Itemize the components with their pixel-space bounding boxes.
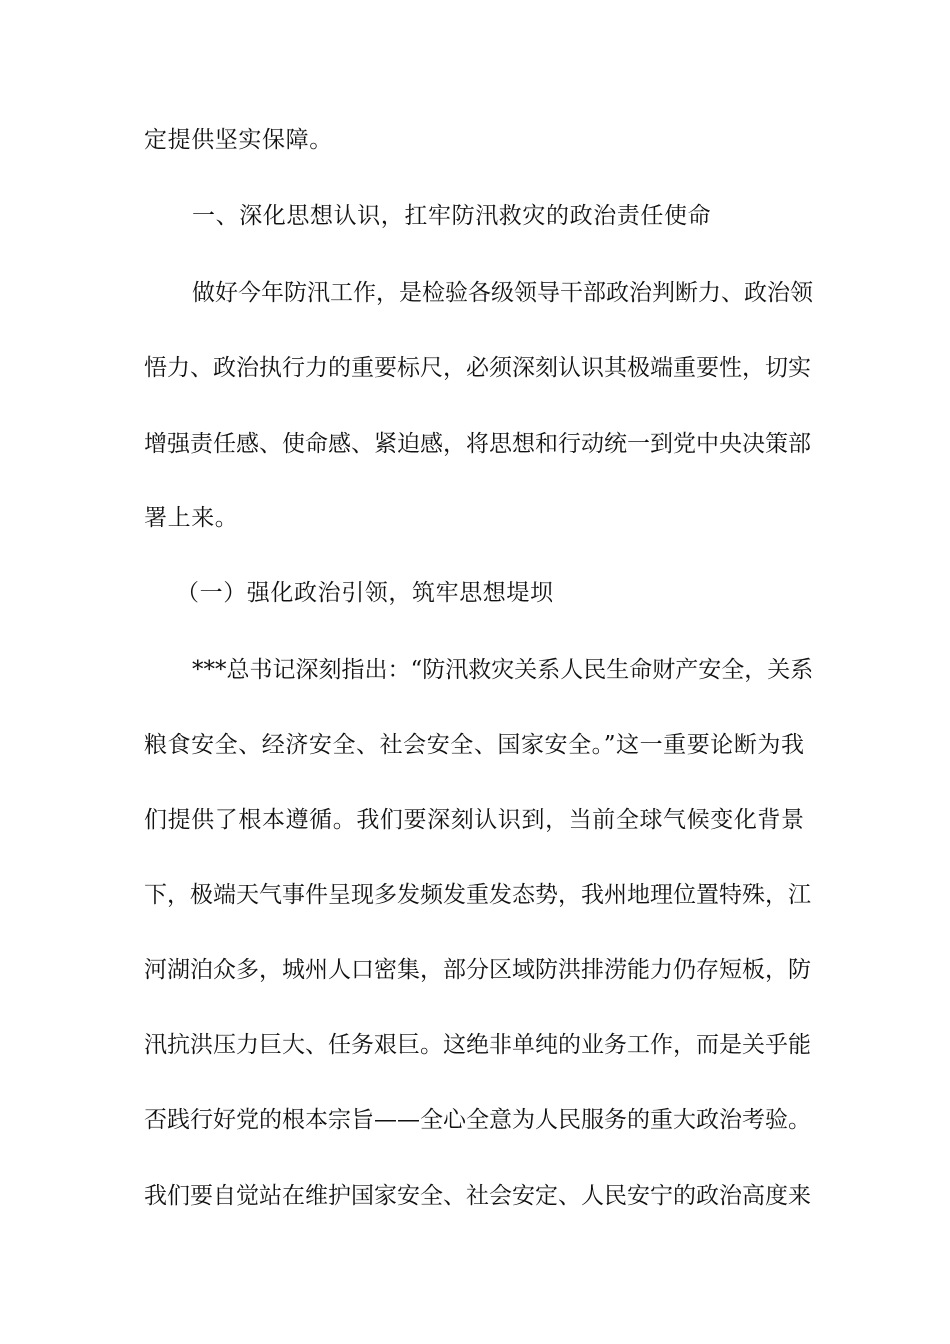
paragraph-line: 署上来。: [144, 505, 239, 531]
section-heading: 一、深化思想认识，扛牢防汛救灾的政治责任使命: [192, 203, 712, 229]
paragraph-line: 下，极端天气事件呈现多发频发重发态势，我州地理位置特殊，江: [144, 882, 811, 908]
paragraph-line: ***总书记深刻指出：“防汛救灾关系人民生命财产安全，关系: [192, 657, 814, 683]
paragraph-line: 定提供坚实保障。: [144, 127, 333, 153]
paragraph-line: 粮食安全、经济安全、社会安全、国家安全。”这一重要论断为我: [144, 732, 804, 758]
paragraph-line: 河湖泊众多，城州人口密集，部分区域防洪排涝能力仍存短板，防: [144, 957, 811, 983]
paragraph-line: 增强责任感、使命感、紧迫感，将思想和行动统一到党中央决策部: [144, 431, 811, 457]
paragraph-line: 做好今年防汛工作，是检验各级领导干部政治判断力、政治领: [192, 280, 813, 306]
paragraph-line: 悟力、政治执行力的重要标尺，必须深刻认识其极端重要性，切实: [144, 355, 811, 381]
paragraph-line: 们提供了根本遵循。我们要深刻认识到，当前全球气候变化背景: [144, 807, 804, 833]
paragraph-line: 我们要自觉站在维护国家安全、社会安定、人民安宁的政治高度来: [144, 1183, 811, 1209]
subsection-heading: （一）强化政治引领，筑牢思想堤坝: [176, 580, 554, 606]
paragraph-line: 否践行好党的根本宗旨——全心全意为人民服务的重大政治考验。: [144, 1107, 811, 1133]
paragraph-line: 汛抗洪压力巨大、任务艰巨。这绝非单纯的业务工作，而是关乎能: [144, 1032, 811, 1058]
